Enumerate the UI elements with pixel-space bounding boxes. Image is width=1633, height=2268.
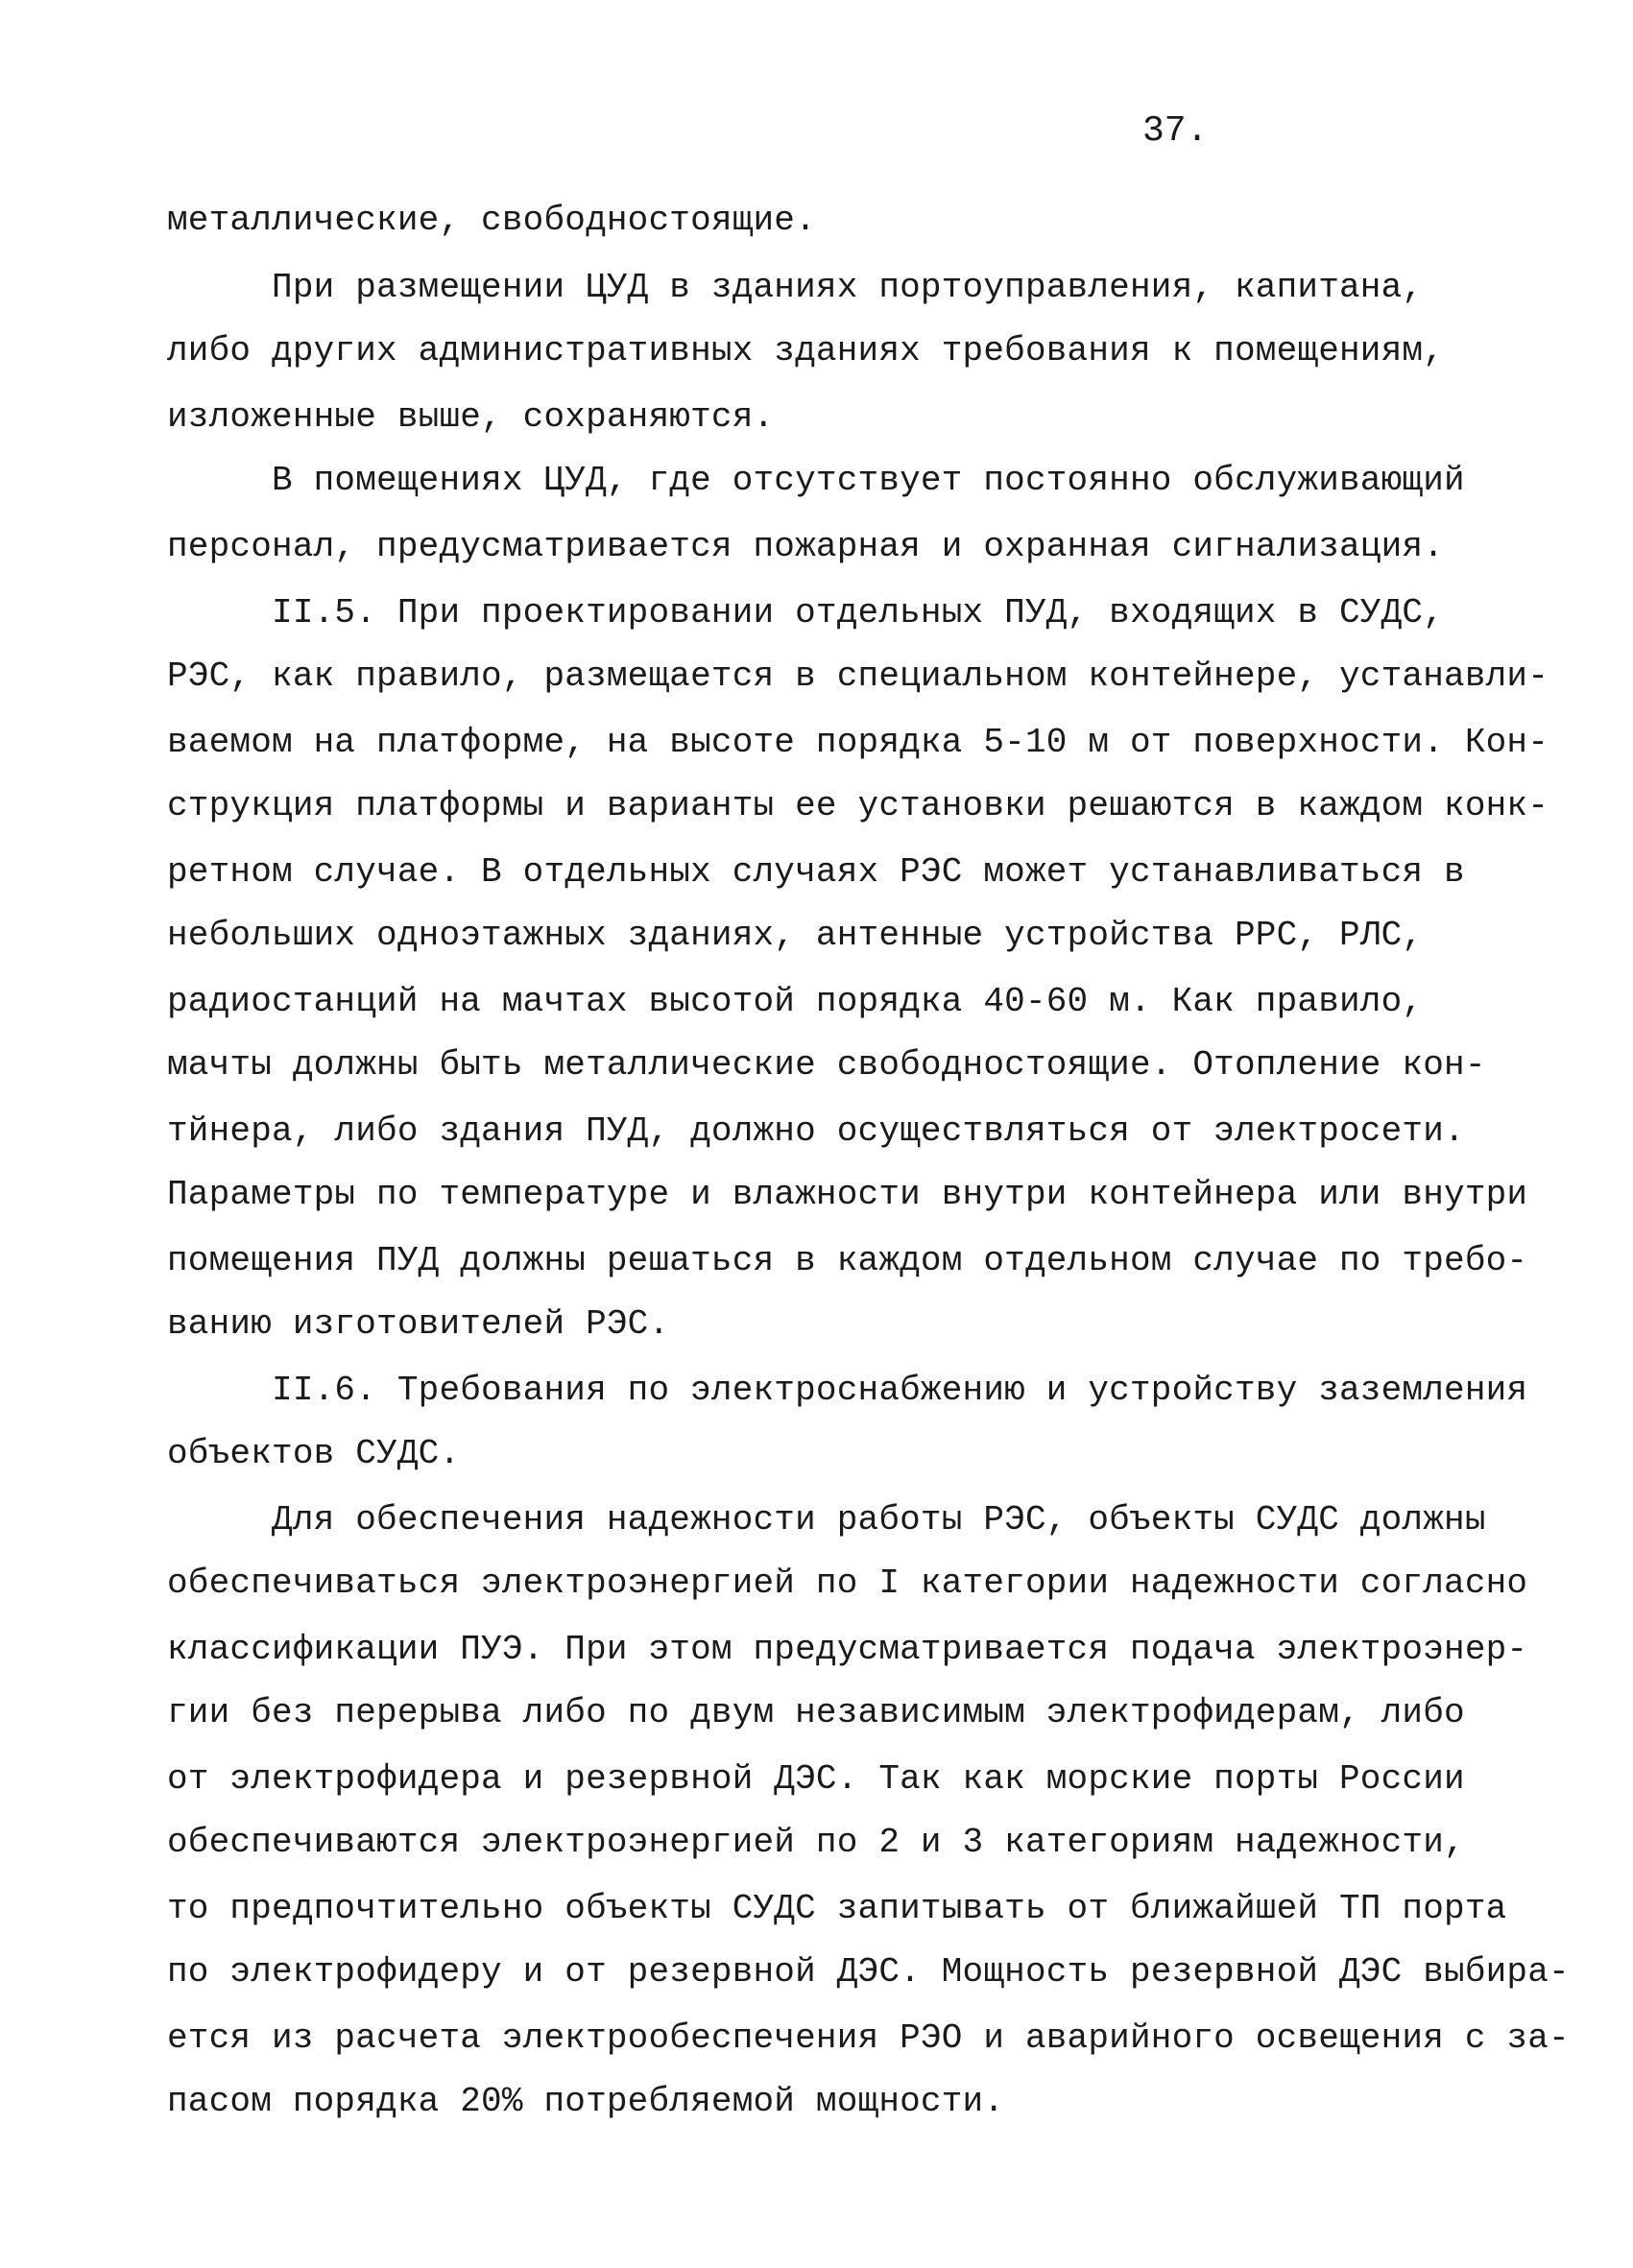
text-line: ванию изготовителей РЭС.	[167, 1304, 670, 1344]
text-line: Параметры по температуре и влажности внутри контейнера или внутри	[167, 1175, 1528, 1214]
text-line: небольших одноэтажных зданиях, антенные устройства РРС, РЛС,	[167, 916, 1424, 955]
text-line: обеспечиваться электроэнергией по I категории надежности согласно	[167, 1564, 1528, 1603]
text-line: ваемом на платформе, на высоте порядка 5-10 м от поверхности. Кон-	[167, 723, 1549, 762]
text-line: радиостанций на мачтах высотой порядка 40-60 м. Как правило,	[167, 982, 1424, 1021]
text-line: металлические, свободностоящие.	[167, 201, 816, 240]
text-line: изложенные выше, сохраняются.	[167, 397, 775, 437]
text-line: тйнера, либо здания ПУД, должно осуществляться от электросети.	[167, 1111, 1465, 1151]
text-line: струкция платформы и варианты ее установки решаются в каждом конк-	[167, 786, 1549, 825]
text-line: классификации ПУЭ. При этом предусматривается подача электроэнер-	[167, 1630, 1528, 1669]
text-line: объектов СУДС.	[167, 1434, 461, 1473]
text-line: РЭС, как правило, размещается в специальном контейнере, устанавли-	[167, 657, 1549, 696]
text-line: гии без перерыва либо по двум независимым электрофидерам, либо	[167, 1693, 1465, 1732]
text-line: персонал, предусматривается пожарная и охранная сигнализация.	[167, 527, 1445, 566]
text-line: В помещениях ЦУД, где отсутствует постоянно обслуживающий	[167, 461, 1465, 500]
text-line: либо других административных зданиях требования к помещениям,	[167, 331, 1445, 370]
text-line: Для обеспечения надежности работы РЭС, объекты СУДС должны	[167, 1500, 1486, 1540]
page-number: 37.	[1142, 110, 1209, 152]
text-line: от электрофидера и резервной ДЭС. Так как морские порты России	[167, 1759, 1465, 1799]
text-line: При размещении ЦУД в зданиях портоуправления, капитана,	[167, 268, 1424, 307]
text-line: то предпочтительно объекты СУДС запитывать от ближайшей ТП порта	[167, 1889, 1507, 1928]
text-line: по электрофидеру и от резервной ДЭС. Мощность резервной ДЭС выбира-	[167, 1952, 1570, 1992]
text-line: ется из расчета электрообеспечения РЭО и аварийного освещения с за-	[167, 2018, 1570, 2058]
text-line: помещения ПУД должны решаться в каждом отдельном случае по требо-	[167, 1241, 1528, 1280]
text-line: II.5. При проектировании отдельных ПУД, входящих в СУДС,	[167, 593, 1445, 633]
text-line: ретном случае. В отдельных случаях РЭС может устанавливаться в	[167, 852, 1465, 892]
text-line: обеспечиваются электроэнергией по 2 и 3 категориям надежности,	[167, 1823, 1465, 1862]
text-line: мачты должны быть металлические свободностоящие. Отопление кон-	[167, 1045, 1486, 1085]
text-line: II.6. Требования по электроснабжению и устройству заземления	[167, 1371, 1528, 1410]
text-line: пасом порядка 20% потребляемой мощности.	[167, 2082, 1005, 2121]
